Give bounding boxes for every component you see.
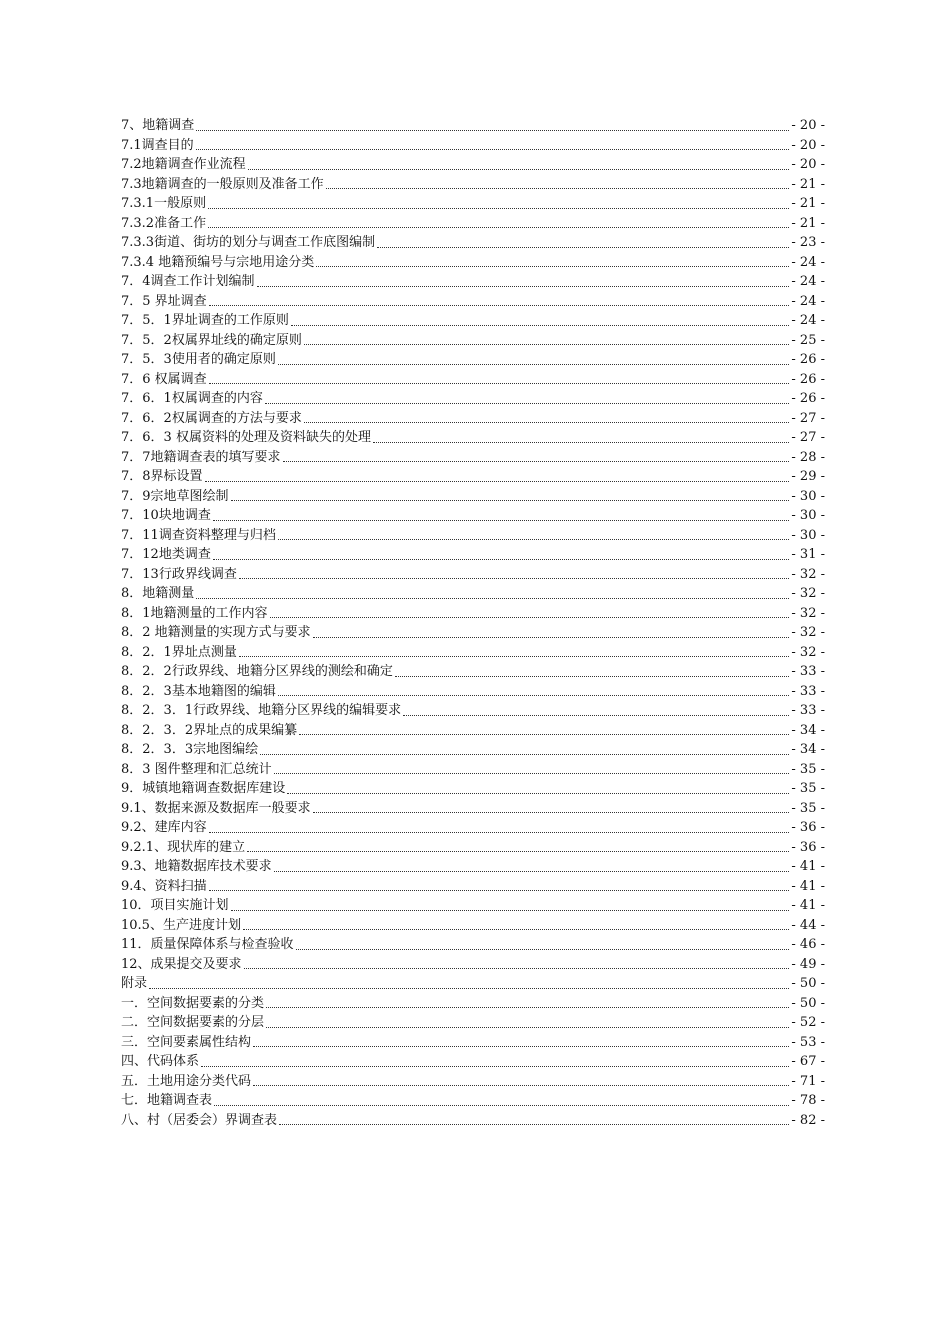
toc-dot-leader bbox=[214, 1104, 789, 1106]
toc-dot-leader bbox=[213, 558, 790, 560]
toc-entry-page-number: - 32 - bbox=[791, 605, 825, 621]
toc-dot-leader bbox=[208, 207, 789, 209]
toc-entry[interactable] bbox=[121, 233, 825, 253]
toc-entry[interactable] bbox=[121, 428, 825, 448]
toc-dot-leader bbox=[304, 421, 790, 423]
toc-entry-title: 7．6．2权属调查的方法与要求 bbox=[121, 410, 302, 426]
toc-dot-leader bbox=[201, 1065, 789, 1067]
toc-entry-page-number: - 24 - bbox=[791, 274, 825, 289]
toc-entry[interactable] bbox=[121, 604, 825, 624]
toc-entry-page-number: - 35 - bbox=[791, 781, 825, 796]
toc-entry-page-number: - 53 - bbox=[791, 1034, 825, 1050]
toc-entry-page-number: - 24 - bbox=[791, 313, 825, 328]
toc-entry[interactable] bbox=[121, 955, 825, 975]
toc-dot-leader bbox=[205, 480, 790, 482]
toc-entry[interactable] bbox=[121, 1072, 825, 1092]
toc-entry-title: 8．2．3．2界址点的成果编纂 bbox=[121, 722, 298, 738]
toc-entry-title: 7．5．1界址调查的工作原则 bbox=[121, 313, 289, 328]
toc-entry-title: 9.3、地籍数据库技术要求 bbox=[121, 859, 272, 874]
toc-entry[interactable] bbox=[121, 1033, 825, 1053]
toc-entry-title: 七．地籍调查表 bbox=[121, 1093, 213, 1108]
toc-entry-title: 8．地籍测量 bbox=[121, 586, 195, 601]
toc-dot-leader bbox=[373, 441, 789, 443]
toc-entry-title: 三．空间要素属性结构 bbox=[121, 1034, 252, 1050]
toc-dot-leader bbox=[196, 597, 789, 599]
toc-dot-leader bbox=[316, 265, 789, 267]
toc-entry[interactable] bbox=[121, 721, 825, 741]
toc-entry[interactable] bbox=[121, 155, 825, 175]
toc-dot-leader bbox=[209, 304, 790, 306]
toc-dot-leader bbox=[257, 285, 790, 287]
toc-entry-title: 7．7地籍调查表的填写要求 bbox=[121, 449, 281, 465]
toc-entry[interactable] bbox=[121, 116, 825, 136]
toc-entry-page-number: - 36 - bbox=[791, 820, 825, 835]
toc-entry[interactable] bbox=[121, 740, 825, 760]
toc-entry-page-number: - 35 - bbox=[791, 761, 825, 777]
toc-entry-title: 8．2．3基本地籍图的编辑 bbox=[121, 683, 276, 699]
toc-entry[interactable] bbox=[121, 877, 825, 897]
toc-entry-title: 7.3.4 地籍预编号与宗地用途分类 bbox=[121, 254, 315, 270]
toc-entry[interactable] bbox=[121, 916, 825, 936]
toc-entry-title: 二．空间数据要素的分层 bbox=[121, 1015, 265, 1030]
toc-entry-page-number: - 23 - bbox=[791, 235, 825, 250]
toc-dot-leader bbox=[403, 714, 789, 716]
toc-entry-page-number: - 33 - bbox=[791, 683, 825, 699]
toc-entry[interactable] bbox=[121, 565, 825, 585]
toc-dot-leader bbox=[274, 870, 790, 872]
toc-entry-page-number: - 41 - bbox=[791, 859, 825, 874]
toc-entry-page-number: - 32 - bbox=[791, 586, 825, 601]
toc-entry-page-number: - 31 - bbox=[791, 547, 825, 562]
toc-entry-title: 四、代码体系 bbox=[121, 1054, 200, 1069]
toc-dot-leader bbox=[299, 733, 789, 735]
toc-dot-leader bbox=[287, 792, 789, 794]
toc-entry-title: 7．8界标设置 bbox=[121, 469, 203, 484]
toc-entry[interactable] bbox=[121, 662, 825, 682]
toc-entry-title: 7．9宗地草图绘制 bbox=[121, 488, 229, 504]
toc-dot-leader bbox=[243, 928, 789, 930]
toc-entry-page-number: - 29 - bbox=[791, 469, 825, 484]
toc-dot-leader bbox=[231, 499, 790, 501]
toc-entry[interactable] bbox=[121, 701, 825, 721]
toc-entry-title: 7．5．2权属界址线的确定原则 bbox=[121, 332, 302, 348]
toc-entry-page-number: - 71 - bbox=[791, 1073, 825, 1089]
toc-entry-page-number: - 35 - bbox=[791, 800, 825, 816]
toc-entry-page-number: - 41 - bbox=[791, 878, 825, 894]
toc-entry-page-number: - 44 - bbox=[791, 917, 825, 933]
toc-entry-page-number: - 27 - bbox=[791, 410, 825, 426]
toc-entry-page-number: - 52 - bbox=[791, 1015, 825, 1030]
toc-entry-page-number: - 30 - bbox=[791, 488, 825, 504]
toc-entry[interactable] bbox=[121, 545, 825, 565]
toc-entry-title: 8．1地籍测量的工作内容 bbox=[121, 605, 268, 621]
toc-dot-leader bbox=[149, 987, 789, 989]
toc-entry-page-number: - 41 - bbox=[791, 898, 825, 913]
toc-dot-leader bbox=[304, 343, 790, 345]
toc-dot-leader bbox=[248, 168, 790, 170]
toc-entry-page-number: - 28 - bbox=[791, 449, 825, 465]
toc-entry[interactable] bbox=[121, 409, 825, 429]
toc-entry-page-number: - 67 - bbox=[791, 1054, 825, 1069]
toc-dot-leader bbox=[313, 811, 790, 813]
toc-dot-leader bbox=[313, 636, 790, 638]
toc-entry-title: 7.3.1一般原则 bbox=[121, 196, 207, 211]
toc-entry[interactable] bbox=[121, 370, 825, 390]
toc-entry[interactable] bbox=[121, 350, 825, 370]
toc-entry[interactable] bbox=[121, 760, 825, 780]
toc-dot-leader bbox=[266, 1006, 789, 1008]
toc-entry-title: 7．6．1权属调查的内容 bbox=[121, 391, 263, 406]
toc-dot-leader bbox=[278, 694, 790, 696]
toc-entry-page-number: - 27 - bbox=[791, 430, 825, 445]
toc-dot-leader bbox=[265, 402, 790, 404]
toc-entry[interactable] bbox=[121, 857, 825, 877]
toc-entry-page-number: - 46 - bbox=[791, 937, 825, 952]
toc-entry[interactable] bbox=[121, 974, 825, 994]
toc-entry-page-number: - 30 - bbox=[791, 508, 825, 523]
toc-entry[interactable] bbox=[121, 682, 825, 702]
toc-entry-page-number: - 20 - bbox=[791, 118, 825, 133]
toc-entry-title: 7．6．3 权属资料的处理及资料缺失的处理 bbox=[121, 430, 371, 445]
toc-entry[interactable] bbox=[121, 292, 825, 312]
toc-dot-leader bbox=[231, 909, 790, 911]
toc-entry-page-number: - 20 - bbox=[791, 137, 825, 153]
toc-entry[interactable] bbox=[121, 896, 825, 916]
toc-entry-page-number: - 36 - bbox=[791, 839, 825, 855]
toc-entry[interactable] bbox=[121, 311, 825, 331]
toc-entry[interactable] bbox=[121, 214, 825, 234]
toc-entry-title: 11．质量保障体系与检查验收 bbox=[121, 937, 294, 952]
toc-entry-page-number: - 33 - bbox=[791, 703, 825, 718]
toc-entry[interactable] bbox=[121, 994, 825, 1014]
toc-dot-leader bbox=[209, 831, 790, 833]
toc-entry-page-number: - 32 - bbox=[791, 566, 825, 582]
toc-dot-leader bbox=[326, 187, 790, 189]
toc-entry-page-number: - 78 - bbox=[791, 1093, 825, 1108]
toc-dot-leader bbox=[209, 382, 790, 384]
toc-entry-title: 五．土地用途分类代码 bbox=[121, 1073, 252, 1089]
toc-dot-leader bbox=[270, 616, 790, 618]
toc-dot-leader bbox=[296, 948, 790, 950]
toc-entry-title: 7．4调查工作计划编制 bbox=[121, 274, 255, 289]
toc-entry-page-number: - 26 - bbox=[791, 391, 825, 406]
toc-entry-title: 9.1、数据来源及数据库一般要求 bbox=[121, 800, 311, 816]
toc-entry[interactable] bbox=[121, 253, 825, 273]
toc-dot-leader bbox=[291, 324, 790, 326]
toc-entry[interactable] bbox=[121, 467, 825, 487]
toc-dot-leader bbox=[208, 226, 789, 228]
toc-entry[interactable] bbox=[121, 838, 825, 858]
toc-entry-title: 八、村（居委会）界调查表 bbox=[121, 1112, 278, 1128]
toc-entry[interactable] bbox=[121, 818, 825, 838]
toc-entry-title: 7.3.3街道、街坊的划分与调查工作底图编制 bbox=[121, 235, 376, 250]
toc-entry-page-number: - 21 - bbox=[791, 215, 825, 231]
toc-entry-page-number: - 82 - bbox=[791, 1112, 825, 1128]
toc-entry-title: 附录 bbox=[121, 976, 148, 991]
toc-dot-leader bbox=[253, 1084, 789, 1086]
toc-dot-leader bbox=[213, 519, 790, 521]
toc-entry-title: 12、成果提交及要求 bbox=[121, 956, 242, 972]
toc-entry-page-number: - 32 - bbox=[791, 644, 825, 660]
toc-entry-title: 7．5 界址调查 bbox=[121, 293, 207, 309]
toc-entry-title: 9.4、资料扫描 bbox=[121, 878, 207, 894]
toc-entry-title: 7．12地类调查 bbox=[121, 547, 211, 562]
toc-entry-title: 10．项目实施计划 bbox=[121, 898, 229, 913]
toc-entry-title: 8．2．2行政界线、地籍分区界线的测绘和确定 bbox=[121, 664, 393, 679]
toc-entry-title: 8．2．1界址点测量 bbox=[121, 644, 237, 660]
toc-entry[interactable] bbox=[121, 331, 825, 351]
toc-dot-leader bbox=[253, 1045, 789, 1047]
toc-dot-leader bbox=[266, 1026, 789, 1028]
toc-dot-leader bbox=[279, 1123, 789, 1125]
toc-entry-title: 7．6 权属调查 bbox=[121, 371, 207, 387]
toc-entry-title: 7．13行政界线调查 bbox=[121, 566, 237, 582]
toc-dot-leader bbox=[196, 129, 789, 131]
toc-dot-leader bbox=[196, 148, 790, 150]
toc-entry[interactable] bbox=[121, 272, 825, 292]
toc-entry-title: 7．10块地调查 bbox=[121, 508, 211, 523]
toc-entry-title: 7、地籍调查 bbox=[121, 118, 195, 133]
toc-entry[interactable] bbox=[121, 175, 825, 195]
toc-dot-leader bbox=[278, 538, 790, 540]
toc-entry-page-number: - 49 - bbox=[791, 956, 825, 972]
toc-entry-page-number: - 26 - bbox=[791, 352, 825, 367]
toc-entry-title: 7.1调查目的 bbox=[121, 137, 194, 153]
toc-entry[interactable] bbox=[121, 136, 825, 156]
toc-entry[interactable] bbox=[121, 799, 825, 819]
toc-entry-title: 8．3 图件整理和汇总统计 bbox=[121, 761, 272, 777]
toc-entry-title: 8．2 地籍测量的实现方式与要求 bbox=[121, 625, 311, 640]
toc-entry-page-number: - 20 - bbox=[791, 157, 825, 172]
toc-dot-leader bbox=[377, 246, 789, 248]
toc-entry-title: 7.3.2准备工作 bbox=[121, 215, 207, 231]
toc-entry[interactable] bbox=[121, 506, 825, 526]
toc-entry[interactable] bbox=[121, 643, 825, 663]
toc-entry-page-number: - 21 - bbox=[791, 176, 825, 192]
toc-dot-leader bbox=[239, 655, 790, 657]
toc-entry-page-number: - 24 - bbox=[791, 293, 825, 309]
toc-entry[interactable] bbox=[121, 194, 825, 214]
toc-dot-leader bbox=[274, 772, 790, 774]
toc-entry[interactable] bbox=[121, 623, 825, 643]
toc-entry[interactable] bbox=[121, 1091, 825, 1111]
toc-entry-page-number: - 25 - bbox=[791, 332, 825, 348]
toc-entry-title: 9.2、建库内容 bbox=[121, 820, 207, 835]
toc-entry[interactable] bbox=[121, 448, 825, 468]
toc-entry[interactable] bbox=[121, 389, 825, 409]
toc-entry-title: 8．2．3．3宗地图编绘 bbox=[121, 742, 259, 757]
toc-entry-title: 7.2地籍调查作业流程 bbox=[121, 157, 246, 172]
toc-dot-leader bbox=[209, 889, 790, 891]
toc-entry-page-number: - 21 - bbox=[791, 196, 825, 211]
toc-entry-title: 7.3地籍调查的一般原则及准备工作 bbox=[121, 176, 324, 192]
toc-entry-page-number: - 50 - bbox=[791, 995, 825, 1011]
toc-dot-leader bbox=[244, 967, 790, 969]
toc-dot-leader bbox=[247, 850, 789, 852]
toc-entry[interactable] bbox=[121, 584, 825, 604]
toc-dot-leader bbox=[283, 460, 790, 462]
toc-entry-page-number: - 50 - bbox=[791, 976, 825, 991]
toc-entry[interactable] bbox=[121, 1111, 825, 1131]
toc-entry[interactable] bbox=[121, 1052, 825, 1072]
toc-entry-page-number: - 26 - bbox=[791, 371, 825, 387]
toc-entry[interactable] bbox=[121, 1013, 825, 1033]
toc-dot-leader bbox=[239, 577, 790, 579]
table-of-contents bbox=[121, 116, 825, 1130]
toc-entry[interactable] bbox=[121, 526, 825, 546]
toc-entry-page-number: - 33 - bbox=[791, 664, 825, 679]
toc-dot-leader bbox=[278, 363, 790, 365]
toc-dot-leader bbox=[395, 675, 790, 677]
toc-entry-page-number: - 34 - bbox=[791, 742, 825, 757]
toc-entry[interactable] bbox=[121, 487, 825, 507]
toc-entry-title: 9．城镇地籍调查数据库建设 bbox=[121, 781, 286, 796]
toc-entry-title: 9.2.1、现状库的建立 bbox=[121, 839, 246, 855]
toc-entry-title: 8．2．3．1行政界线、地籍分区界线的编辑要求 bbox=[121, 703, 402, 718]
toc-entry-page-number: - 24 - bbox=[791, 254, 825, 270]
toc-entry-page-number: - 32 - bbox=[791, 625, 825, 640]
toc-entry-page-number: - 30 - bbox=[791, 527, 825, 543]
toc-entry-page-number: - 34 - bbox=[791, 722, 825, 738]
toc-entry[interactable] bbox=[121, 779, 825, 799]
toc-entry[interactable] bbox=[121, 935, 825, 955]
toc-entry-title: 10.5、生产进度计划 bbox=[121, 917, 241, 933]
toc-entry-title: 7．5．3使用者的确定原则 bbox=[121, 352, 276, 367]
toc-entry-title: 一．空间数据要素的分类 bbox=[121, 995, 265, 1011]
toc-entry-title: 7．11调查资料整理与归档 bbox=[121, 527, 276, 543]
toc-dot-leader bbox=[260, 753, 789, 755]
